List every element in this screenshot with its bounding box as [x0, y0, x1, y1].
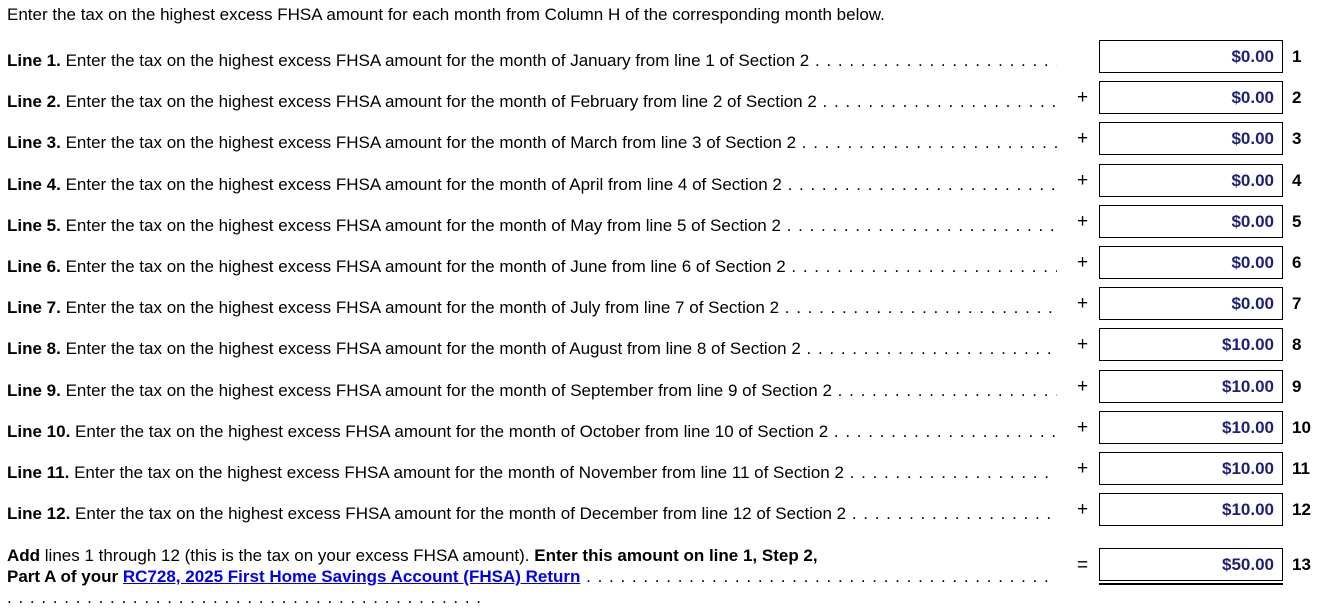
line-prefix: Line 3. — [7, 133, 61, 153]
line-number: 1 — [1292, 47, 1302, 66]
plus-sign: + — [1077, 458, 1089, 479]
line-text: Enter the tax on the highest excess FHSA amount for the month of May from line 5 of Section 2 — [60, 215, 781, 235]
total-instruction: Enter this amount on line 1, Step 2, — [534, 546, 818, 565]
equals-sign: = — [1077, 555, 1089, 576]
line-prefix: Line 2. — [7, 92, 61, 112]
line-label — [7, 51, 1057, 71]
amount-field[interactable] — [1099, 328, 1283, 361]
line-number: 4 — [1292, 170, 1302, 190]
amount-value: $10.00 — [1222, 459, 1274, 478]
line-row — [0, 40, 1322, 74]
line-label — [7, 175, 1057, 195]
line-number: 12 — [1292, 500, 1311, 520]
line-label — [7, 381, 1057, 401]
line-text: Enter the tax on the highest excess FHSA amount for the month of November from line 11 of Section 2 — [69, 463, 844, 482]
line-row — [0, 411, 1322, 445]
amount-field[interactable] — [1099, 370, 1283, 403]
amount-value: $10.00 — [1222, 500, 1274, 520]
line-label — [7, 133, 1057, 153]
line-row — [0, 164, 1322, 198]
line-label — [7, 92, 1057, 112]
line-text: Enter the tax on the highest excess FHSA amount for the month of June from line 6 of Section 2 — [60, 257, 786, 276]
plus-sign: + — [1077, 416, 1089, 438]
line-text: Enter the tax on the highest excess FHSA amount for the month of April from line 4 of Section 2 — [60, 174, 782, 194]
amount-value: $0.00 — [1231, 47, 1274, 66]
amount-value: $0.00 — [1231, 294, 1274, 314]
line-number: 13 — [1292, 555, 1311, 574]
amount-value: $0.00 — [1231, 211, 1274, 231]
line-row — [0, 452, 1322, 486]
amount-value: $0.00 — [1231, 170, 1274, 190]
line-prefix: Line 5. — [7, 215, 61, 235]
line-label — [7, 216, 1057, 236]
line-prefix: Line 4. — [7, 174, 61, 194]
line-number: 11 — [1292, 459, 1310, 478]
line-row — [0, 493, 1322, 527]
line-text: Enter the tax on the highest excess FHSA amount for the month of December from line 12 of Section 2 — [70, 504, 847, 524]
line-prefix: Line 10. — [7, 421, 71, 441]
plus-sign: + — [1077, 499, 1089, 521]
line-text: Enter the tax on the highest excess FHSA amount for the month of January from line 1 of Section 2 — [60, 51, 810, 70]
add-word: Add — [7, 546, 41, 565]
amount-field[interactable] — [1099, 122, 1283, 155]
amount-value: $10.00 — [1222, 417, 1274, 437]
line-text: Enter the tax on the highest excess FHSA amount for the month of September from line 9 of Section 2 — [60, 380, 832, 400]
line-label — [7, 257, 1057, 277]
line-number: 8 — [1292, 335, 1302, 355]
total-label — [7, 545, 1057, 608]
line-number: 3 — [1292, 129, 1302, 149]
line-prefix: Line 1. — [7, 51, 61, 70]
plus-sign: + — [1077, 210, 1089, 232]
amount-field[interactable] — [1099, 493, 1283, 526]
line-row — [0, 287, 1322, 321]
plus-sign: + — [1077, 128, 1089, 150]
plus-sign: + — [1077, 334, 1089, 356]
plus-sign: + — [1077, 252, 1089, 273]
amount-field[interactable] — [1099, 40, 1283, 73]
rc728-link[interactable]: RC728, 2025 First Home Savings Account (FHSA) Return — [122, 567, 581, 586]
line-number: 6 — [1292, 253, 1302, 272]
line-row — [0, 122, 1322, 156]
amount-field[interactable] — [1099, 246, 1283, 279]
instructions: Enter the tax on the highest excess FHSA amount for each month from Column H of the corresponding month below. — [7, 5, 885, 24]
line-row — [0, 205, 1322, 239]
line-text: Enter the tax on the highest excess FHSA amount for the month of February from line 2 of Section 2 — [60, 92, 817, 112]
line-number: 7 — [1292, 294, 1302, 314]
total-instruction-2: Part A of your — [7, 567, 123, 586]
total-text: lines 1 through 12 (this is the tax on your excess FHSA amount). — [40, 546, 535, 565]
amount-value: $0.00 — [1231, 88, 1274, 108]
plus-sign: + — [1077, 169, 1089, 191]
plus-sign: + — [1077, 293, 1089, 315]
line-label — [7, 463, 1057, 483]
plus-sign: + — [1077, 375, 1089, 397]
amount-field[interactable] — [1099, 287, 1283, 320]
total-row — [0, 545, 1322, 585]
amount-value: $10.00 — [1222, 376, 1274, 396]
line-label — [7, 298, 1057, 318]
line-prefix: Line 6. — [7, 257, 61, 276]
line-label — [7, 339, 1057, 359]
line-number: 9 — [1292, 376, 1302, 396]
amount-value: $10.00 — [1222, 335, 1274, 355]
amount-field[interactable] — [1099, 411, 1283, 444]
line-row — [0, 81, 1322, 115]
amount-value: $0.00 — [1231, 129, 1274, 149]
line-label — [7, 422, 1057, 442]
line-number: 2 — [1292, 88, 1302, 108]
amount-field[interactable] — [1099, 452, 1283, 485]
line-prefix: Line 8. — [7, 339, 61, 359]
line-prefix: Line 9. — [7, 380, 61, 400]
total-value: $50.00 — [1222, 555, 1274, 574]
line-label — [7, 504, 1057, 524]
line-row — [0, 328, 1322, 362]
total-field[interactable] — [1099, 548, 1283, 581]
amount-field[interactable] — [1099, 164, 1283, 197]
line-row — [0, 246, 1322, 280]
line-text: Enter the tax on the highest excess FHSA amount for the month of October from line 10 of Section 2 — [70, 421, 829, 441]
amount-value: $0.00 — [1231, 253, 1274, 272]
line-number: 5 — [1292, 211, 1302, 231]
line-number: 10 — [1292, 417, 1311, 437]
line-text: Enter the tax on the highest excess FHSA amount for the month of July from line 7 of Section 2 — [60, 298, 780, 318]
line-text: Enter the tax on the highest excess FHSA amount for the month of March from line 3 of Section 2 — [60, 133, 797, 153]
double-underline — [1099, 583, 1283, 585]
plus-sign: + — [1077, 87, 1089, 109]
amount-field[interactable] — [1099, 205, 1283, 238]
line-text: Enter the tax on the highest excess FHSA amount for the month of August from line 8 of Section 2 — [60, 339, 801, 359]
amount-field[interactable] — [1099, 81, 1283, 114]
line-row — [0, 370, 1322, 404]
line-prefix: Line 7. — [7, 298, 61, 318]
line-prefix: Line 11. — [7, 463, 70, 482]
line-prefix: Line 12. — [7, 504, 71, 524]
